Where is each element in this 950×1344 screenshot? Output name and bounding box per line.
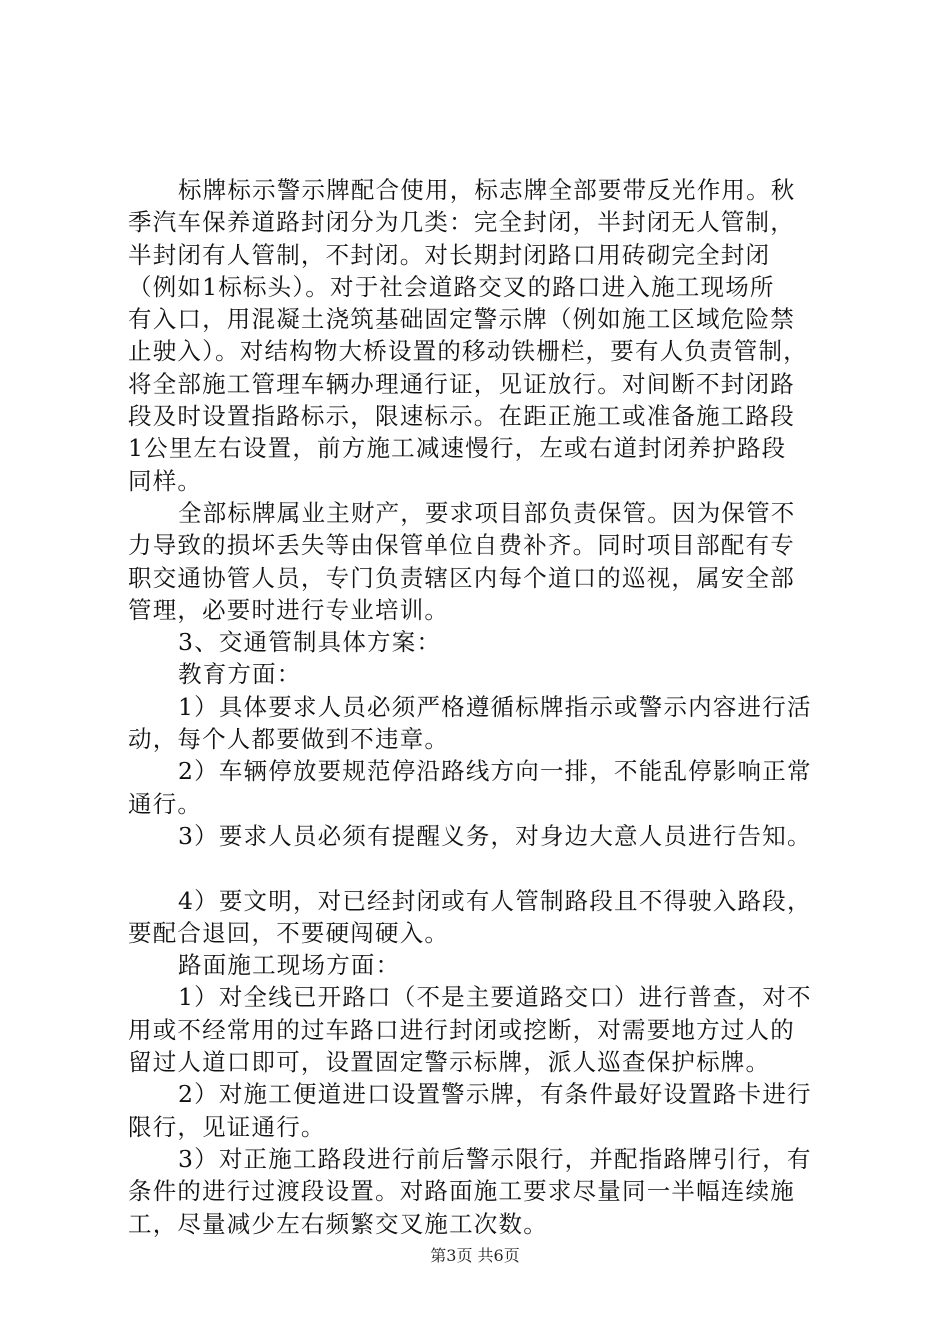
text-line: 标牌标示警示牌配合使用，标志牌全部要带反光作用。秋 — [178, 176, 796, 204]
text-line: 3）对正施工路段进行前后警示限行，并配指路牌引行，有 — [178, 1144, 812, 1173]
text-line: 条件的进行过渡段设置。对路面施工要求尽量同一半幅连续施 — [128, 1177, 795, 1206]
text-line: （例如1标标头）。对于社会道路交叉的路口进入施工现场所 — [128, 272, 775, 301]
text-line: 1）对全线已开路口（不是主要道路交口）进行普查，对不 — [178, 983, 812, 1012]
text-line: 3）要求人员必须有提醒义务，对身边大意人员进行告知。 — [178, 821, 812, 850]
text-line: 留过人道口即可，设置固定警示标牌，派人巡查保护标牌。 — [128, 1048, 771, 1077]
text-line: 半封闭有人管制，不封闭。对长期封闭路口用砖砌完全封闭 — [128, 240, 771, 269]
text-line: 用或不经常用的过车路口进行封闭或挖断，对需要地方过人的 — [128, 1015, 795, 1044]
text-line: 段及时设置指路标示，限速标示。在距正施工或准备施工路段 — [128, 402, 795, 431]
text-line: 要配合退回，不要硬闯硬入。 — [128, 918, 450, 947]
text-line: 2）对施工便道进口设置警示牌，有条件最好设置路卡进行 — [178, 1080, 812, 1109]
text-line: 全部标牌属业主财产，要求项目部负责保管。因为保管不 — [178, 498, 796, 527]
text-line: 职交通协管人员，专门负责辖区内每个道口的巡视，属安全部 — [128, 563, 795, 592]
body-text — [128, 174, 840, 1240]
blank-line — [128, 852, 840, 884]
text-line: 将全部施工管理车辆办理通行证，见证放行。对间断不封闭路 — [128, 369, 795, 398]
subsection-heading: 路面施工现场方面： — [178, 951, 401, 980]
text-line: 动，每个人都要做到不违章。 — [128, 725, 450, 754]
text-line: 1）具体要求人员必须严格遵循标牌指示或警示内容进行活 — [178, 692, 812, 721]
text-line: 限行，见证通行。 — [128, 1112, 326, 1141]
text-line: 通行。 — [128, 789, 203, 818]
text-line: 4）要文明，对已经封闭或有人管制路段且不得驶入路段， — [178, 886, 812, 915]
text-line: 有入口，用混凝土浇筑基础固定警示牌（例如施工区域危险禁 — [128, 305, 795, 334]
text-line: 同样。 — [128, 466, 203, 495]
section-heading: 3、交通管制具体方案： — [178, 628, 442, 657]
text-line: 止驶入）。对结构物大桥设置的移动铁栅栏，要有人负责管制， — [128, 337, 808, 366]
text-line: 1公里左右设置，前方施工减速慢行，左或右道封闭养护路段 — [128, 434, 787, 463]
subsection-heading: 教育方面： — [178, 660, 302, 689]
text-line: 工，尽量减少左右频繁交叉施工次数。 — [128, 1209, 548, 1238]
text-line: 季汽车保养道路封闭分为几类：完全封闭，半封闭无人管制， — [128, 208, 795, 237]
text-line: 管理，必要时进行专业培训。 — [128, 595, 450, 624]
text-line: 2）车辆停放要规范停沿路线方向一排，不能乱停影响正常 — [178, 757, 812, 786]
page-number-footer: 第3页 共6页 — [430, 1246, 520, 1265]
text-line: 力导致的损坏丢失等由保管单位自费补齐。同时项目部配有专 — [128, 531, 795, 560]
